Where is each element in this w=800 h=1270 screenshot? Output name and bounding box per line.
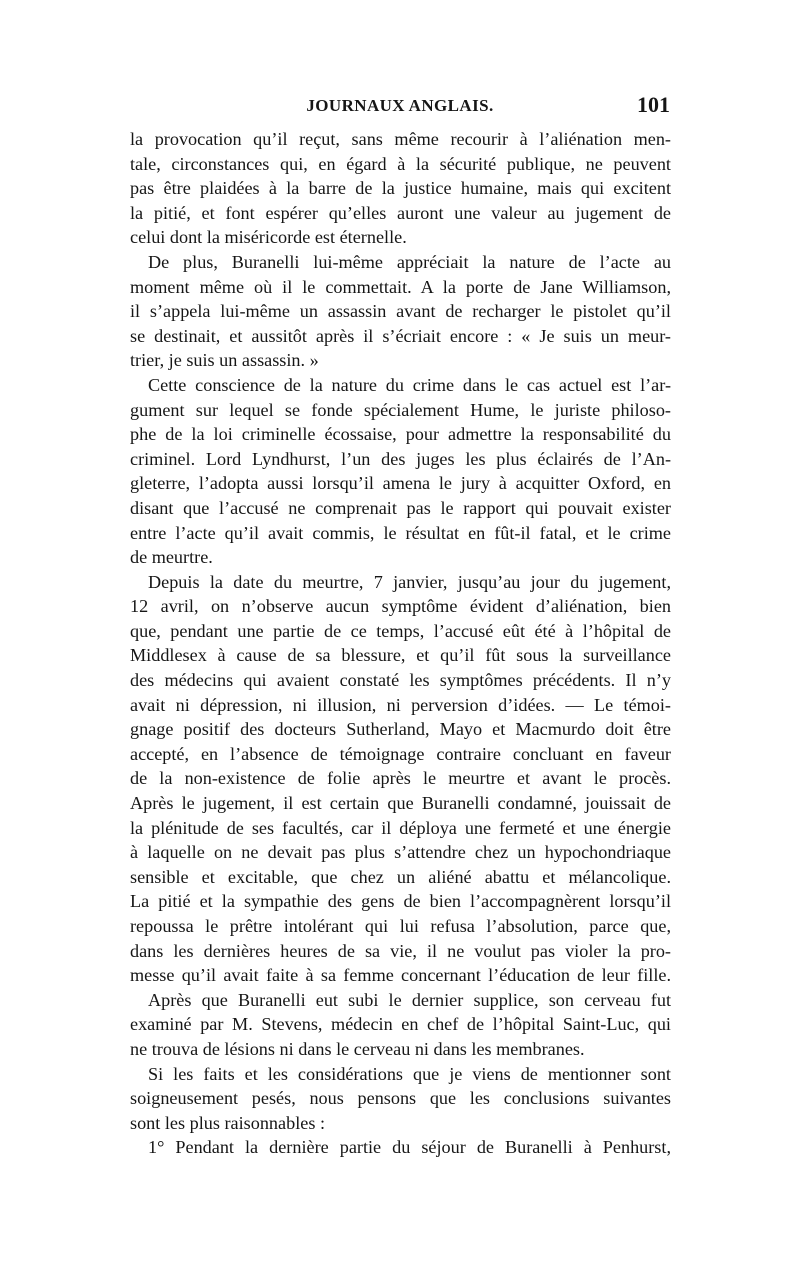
text-line: disant que l’accusé ne comprenait pas le rapport qui pouvait exister — [130, 497, 671, 518]
text-line: phe de la loi criminelle écossaise, pour admettre la responsabilité du — [130, 424, 671, 445]
text-line: sont les plus raisonnables : — [130, 1112, 325, 1133]
text-line: sensible et excitable, que chez un aliéné abattu et mélancolique. — [130, 866, 671, 887]
text-line: tale, circonstances qui, en égard à la sécurité publique, ne peuvent — [130, 153, 671, 174]
text-line: De plus, Buranelli lui-même appréciait la nature de l’acte au — [148, 251, 671, 272]
text-line: gument sur lequel se fonde spécialement Hume, le juriste philoso- — [130, 399, 671, 420]
text-line: trier, je suis un assassin. » — [130, 350, 319, 371]
text-line: Si les faits et les considérations que je viens de mentionner sont — [148, 1063, 671, 1084]
text-line: moment même où il le commettait. A la porte de Jane Williamson, — [130, 276, 671, 297]
text-line: 12 avril, on n’observe aucun symptôme évident d’aliénation, bien — [130, 596, 671, 617]
text-line: la pitié, et font espérer qu’elles auront une valeur au jugement de — [130, 202, 671, 223]
text-line: entre l’acte qu’il avait commis, le résultat en fût-il fatal, et le crime — [130, 522, 671, 543]
text-line: gleterre, l’adopta aussi lorsqu’il amena le jury à acquitter Oxford, en — [130, 473, 671, 494]
text-line: que, pendant une partie de ce temps, l’accusé eût été à l’hôpital de — [130, 620, 671, 641]
text-line: 1° Pendant la dernière partie du séjour de Buranelli à Penhurst, — [148, 1137, 671, 1158]
text-line: la plénitude de ses facultés, car il déploya une fermeté et une énergie — [130, 817, 671, 838]
text-line: Cette conscience de la nature du crime dans le cas actuel est l’ar- — [148, 374, 671, 395]
body-text — [130, 127, 671, 1160]
text-line: dans les dernières heures de sa vie, il ne voulut pas violer la pro- — [130, 940, 671, 961]
text-line: Après que Buranelli eut subi le dernier supplice, son cerveau fut — [148, 989, 671, 1010]
text-line: de la non-existence de folie après le meurtre et avant le procès. — [130, 768, 671, 789]
text-line: Depuis la date du meurtre, 7 janvier, jusqu’au jour du jugement, — [148, 571, 671, 592]
text-line: criminel. Lord Lyndhurst, l’un des juges les plus éclairés de l’An- — [130, 448, 671, 469]
text-line: se destinait, et aussitôt après il s’écriait encore : « Je suis un meur- — [130, 325, 671, 346]
text-line: soigneusement pesés, nous pensons que les conclusions suivantes — [130, 1088, 671, 1109]
text-line: La pitié et la sympathie des gens de bien l’accompagnèrent lorsqu’il — [130, 891, 671, 912]
text-line: accepté, en l’absence de témoignage contraire concluant en faveur — [130, 743, 671, 764]
text-line: des médecins qui avaient constaté les symptômes précédents. Il n’y — [130, 670, 671, 691]
text-line: celui dont la miséricorde est éternelle. — [130, 227, 407, 248]
text-line: gnage positif des docteurs Sutherland, Mayo et Macmurdo doit être — [130, 719, 671, 740]
text-line: repoussa le prêtre intolérant qui lui refusa l’absolution, parce que, — [130, 916, 671, 936]
text-line: la provocation qu’il reçut, sans même recourir à l’aliénation men- — [130, 129, 671, 149]
text-line: messe qu’il avait faite à sa femme concernant l’éducation de leur fille. — [130, 965, 671, 986]
text-line: ne trouva de lésions ni dans le cerveau ni dans les membranes. — [130, 1038, 585, 1059]
text-line: examiné par M. Stevens, médecin en chef de l’hôpital Saint-Luc, qui — [130, 1014, 671, 1035]
running-title: JOURNAUX ANGLAIS. — [306, 96, 494, 115]
page-number: 101 — [637, 92, 670, 117]
text-line: de meurtre. — [130, 547, 213, 568]
text-line: il s’appela lui-même un assassin avant de recharger le pistolet qu’il — [130, 301, 671, 322]
text-line: à laquelle on ne devait pas plus s’attendre chez un hypochondriaque — [130, 842, 671, 863]
text-line: pas être plaidées à la barre de la justice humaine, mais qui excitent — [130, 178, 671, 199]
running-head — [130, 92, 670, 122]
text-line: Middlesex à cause de sa blessure, et qu’il fût sous la surveillance — [130, 645, 671, 666]
text-line: avait ni dépression, ni illusion, ni perversion d’idées. — Le témoi- — [130, 694, 671, 715]
text-line: Après le jugement, il est certain que Buranelli condamné, jouissait de — [130, 793, 671, 814]
